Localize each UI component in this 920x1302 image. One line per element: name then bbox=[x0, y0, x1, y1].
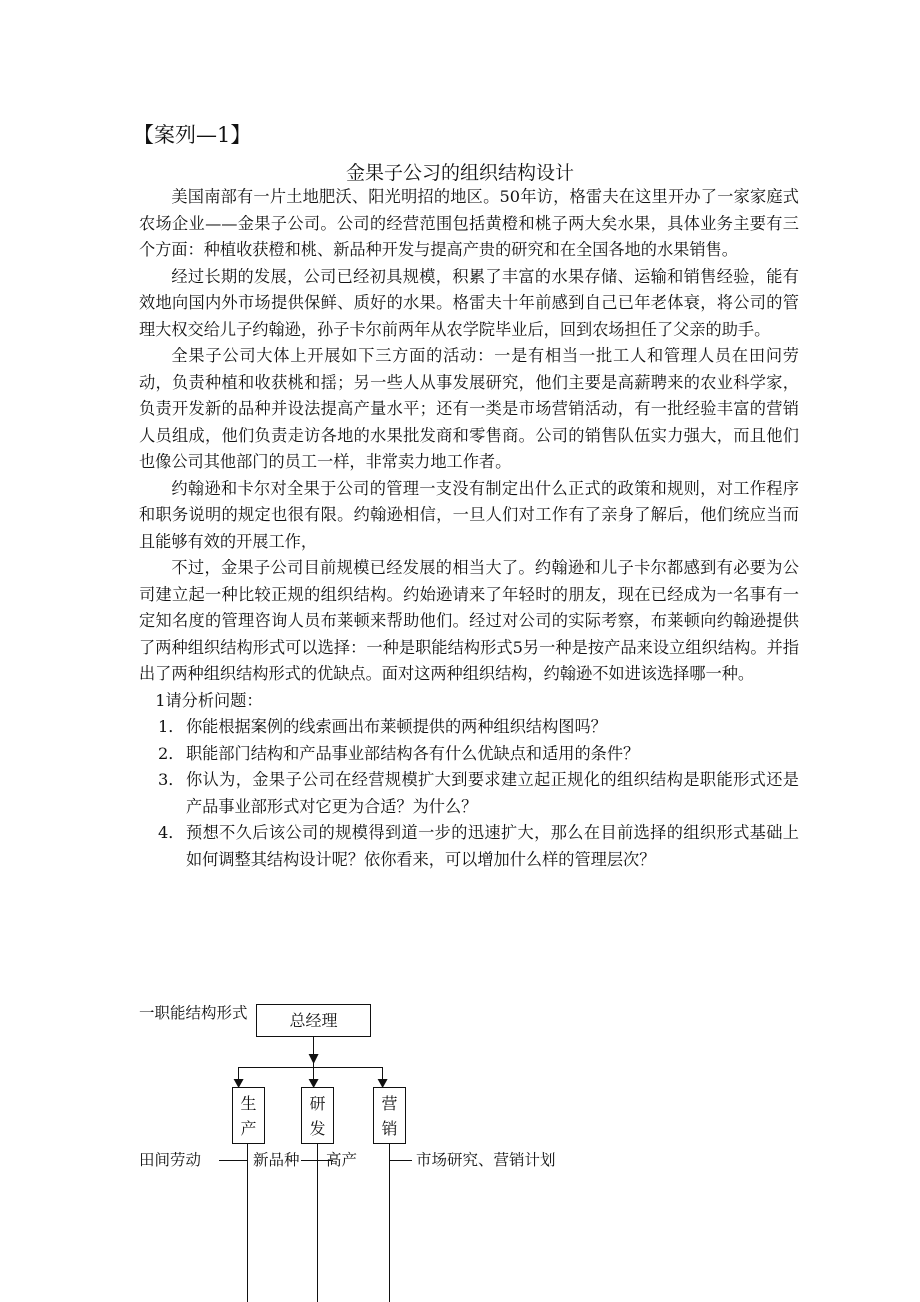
branch-line bbox=[389, 1160, 412, 1161]
dept-line-rnd bbox=[317, 1144, 318, 1302]
activity-market-research: 市场研究、营销计划 bbox=[416, 1151, 556, 1169]
arrowhead bbox=[309, 1054, 319, 1064]
org-box-marketing bbox=[373, 1087, 406, 1144]
box-char: 生 bbox=[240, 1094, 257, 1113]
case-label: 【案列—1】 bbox=[133, 123, 252, 147]
question-number: 1． bbox=[158, 717, 185, 736]
question-text: 你能根据案例的线索画出布莱顿提供的两种组织结构图吗？ bbox=[186, 717, 607, 736]
activity-field-labor: 田间劳动 bbox=[139, 1151, 202, 1169]
paragraph: 美国南部有一片土地肥沃、阳光明招的地区。50年访，格雷夫在这里开办了一家家庭式农场企业——金果子公司。公司的经营范围包括黄橙和桃子两大矣水果，具体业务主要有三个方面：种植收获橙和桃、新品种开发与提高产贵的研究和在全国各地的水果销售。 bbox=[139, 187, 799, 259]
org-box-rnd bbox=[301, 1087, 334, 1144]
question-number: 3． bbox=[158, 770, 185, 789]
dept-line-production bbox=[247, 1144, 248, 1302]
box-char: 产 bbox=[240, 1119, 257, 1138]
question-number: 2． bbox=[158, 743, 185, 763]
paragraph: 约翰逊和卡尔对全果于公司的管理一支没有制定出什么正式的政策和规则，对工作程序和职务说明的规定也很有限。约翰逊相信，一旦人们对工作有了亲身了解后，他们统应当而且能够有效的开展工作， bbox=[139, 478, 799, 551]
question-number: 4． bbox=[158, 823, 185, 842]
question-text: 你认为，金果子公司在经营规模扩大到要求建立起正规化的组织结构是职能形式还是产品事业部形式对它更为合适？为什么？ bbox=[186, 770, 799, 816]
paragraph: 经过长期的发展，公司已经初具规模，积累了丰富的水果存储、运输和销售经验，能有效地向国内外市场提供保鲜、质好的水果。格雷夫十年前感到自己已年老体衰，将公司的管理大权交给儿子约翰逊，孙子卡尔前两年从农学院毕业后，回到农场担任了父亲的助手。 bbox=[139, 266, 799, 339]
question-text: 预想不久后该公司的规模得到道一步的迅速扩大，那么在目前选择的组织形式基础上如何调整其结构设计呢？依你看来，可以增加什么样的管理层次？ bbox=[186, 823, 799, 869]
branch-line bbox=[219, 1160, 247, 1161]
paragraph: 不过，金果子公司目前规模已经发展的相当大了。约翰逊和儿子卡尔都感到有必要为公司建立起一种比较正规的组织结构。约始逊请来了年轻时的朋友，现在已经成为一名事有一定知名度的管理咨询人员布莱顿来帮助他们。经过对公司的实际考察，布莱顿向约翰逊提供了两种组织结构形式可以选择：一种是职能结构形式5另一种是按产品来设立组织结构。并指出了两种组织结构形式的优缺点。面对这两种组织结构，约翰逊不如进该选择哪一种。 bbox=[139, 558, 799, 683]
box-char: 营 bbox=[381, 1094, 398, 1113]
paragraph: 全果子公司大体上开展如下三方面的活动：一是有相当一批工人和管理人员在田问劳动，负责种植和收获桃和揺；另一些人从事发展研究，他们主要是高薪聘来的农业科学家，负责开发新的品种并设法提高产量水平；还有一类是市场营销活动，有一批经验丰富的营销人员组成，他们负责走访各地的水果批发商和零售商。公司的销售队伍实力强大，而且他们也像公司其他部门的员工一样，非常卖力地工作者。 bbox=[139, 346, 799, 471]
org-box-production bbox=[232, 1087, 265, 1144]
box-char: 发 bbox=[309, 1119, 326, 1138]
activity-high-yield: 高产 bbox=[326, 1151, 358, 1169]
activity-new-varieties: 新品种 bbox=[253, 1151, 300, 1169]
document-title: 金果子公习的组织结构设计 bbox=[345, 162, 574, 184]
dept-line-marketing bbox=[389, 1144, 390, 1302]
question-heading: 1请分析问题： bbox=[155, 690, 263, 710]
box-char: 研 bbox=[309, 1094, 326, 1113]
question-text: 职能部门结构和产品事业部结构各有什么优缺点和适用的条件？ bbox=[186, 743, 640, 763]
org-box-general-manager: 总经理 bbox=[256, 1004, 371, 1037]
box-char: 销 bbox=[381, 1119, 398, 1138]
org-chart-label: 一职能结构形式 bbox=[139, 1004, 248, 1022]
